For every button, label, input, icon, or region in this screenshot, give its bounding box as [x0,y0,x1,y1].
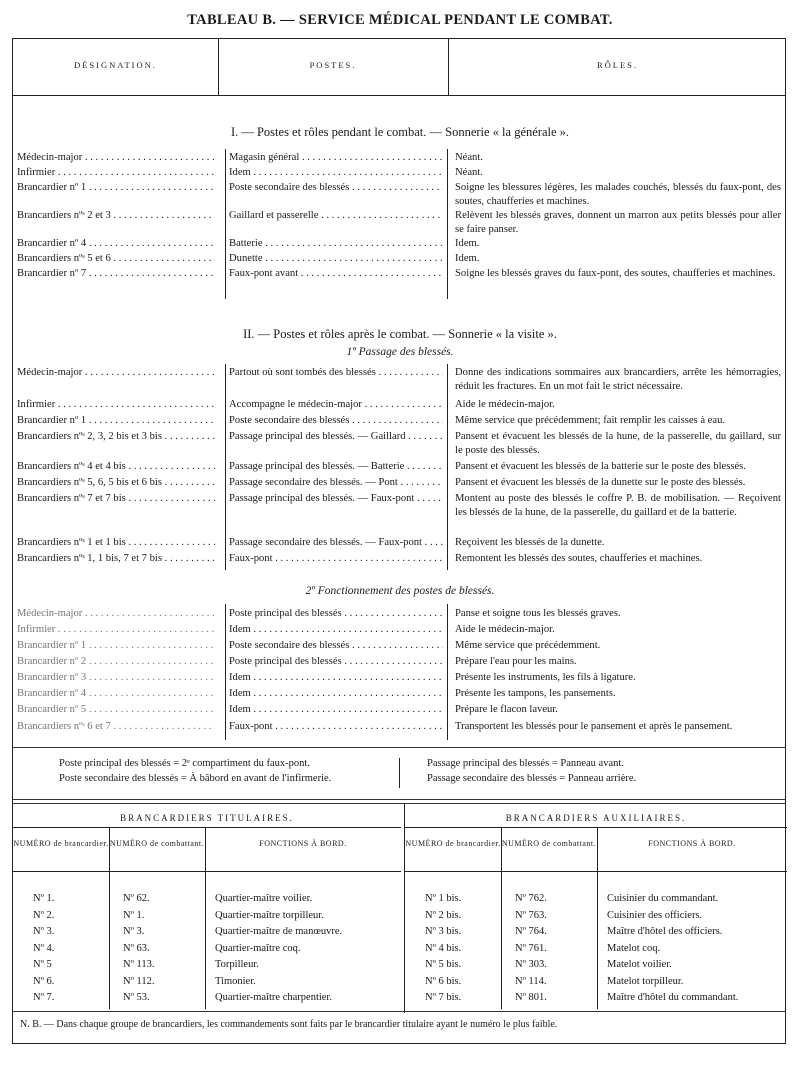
fonction: Torpilleur. [215,959,259,970]
fonction: Quartier-maître charpentier. [215,992,332,1003]
combattant-number: Nº 3. [123,926,145,937]
fonction: Matelot coq. [607,942,661,954]
table-frame [12,38,786,1044]
designation-cell: Brancardier nº 4 . . . [17,237,215,251]
role-cell: Pansent et évacuent les blessés de la batterie sur le poste des blessés. [455,461,746,472]
designation-cell: Brancardier nº 2 . . . [17,655,215,669]
divider [218,39,219,95]
fonction: Timonier. [215,975,256,987]
fonction: Cuisinier du commandant. [607,893,719,904]
fonction: Quartier-maître voilier. [215,893,313,904]
role-cell: Reçoivent les blessés de la dunette. [455,537,605,548]
combattant-number: Nº 801. [515,992,547,1003]
fonction: Matelot torpilleur. [607,975,684,987]
note-right-1: Passage principal des blessés = Panneau avant. [427,758,624,769]
poste-cell: Magasin général . . . [229,151,443,165]
designation-cell: Brancardier nº 1 . . . [17,639,215,653]
role-cell: Même service que précédemment. [455,640,601,651]
brancardier-number: Nº 4 bis. [425,942,462,954]
poste-cell: Gaillard et passerelle . . . [229,209,443,223]
divider [13,1011,785,1012]
divider [447,364,448,570]
role-cell: Même service que précédemment; fait remplir les caisses à eau. [455,415,726,426]
column-header-row [13,39,785,96]
header-fonctions: FONCTIONS À BORD. [648,839,736,848]
designation-cell: Médecin-major . . . [17,151,215,165]
brancardier-number: Nº 1. [33,893,55,904]
combattant-number: Nº 763. [515,909,547,921]
divider [501,827,502,1009]
poste-cell: Accompagne le médecin-major . . . [229,398,443,412]
auxiliaires-table [405,809,787,1009]
titulaires-table [13,809,401,1009]
role-cell: Pansent et évacuent les blessés de la hune, de la passerelle, du gaillard, sur le poste des blessés. [455,431,781,456]
divider [205,827,206,1009]
role-cell: Montent au poste des blessés le coffre P. B. de mobilisation. — Reçoivent les blessés de la hune, de la passerelle, du gaillard et de la batterie. [455,493,781,518]
designation-cell: Brancardier nº 1 . . . [17,414,215,428]
designation-cell: Brancardiers nºˢ 5 et 6 . . . [17,252,215,266]
designation-cell: Brancardier nº 3 . . . [17,671,215,685]
role-cell: Néant. [455,152,483,163]
poste-cell: Poste secondaire des blessés . . . [229,639,443,653]
poste-cell: Idem . . . [229,671,443,685]
divider [399,758,400,788]
brancardier-number: Nº 1 bis. [425,893,462,904]
divider [597,827,598,1009]
poste-cell: Passage principal des blessés. — Gaillard . . . [229,430,443,444]
designation-cell: Brancardiers nºˢ 5, 6, 5 bis et 6 bis . . . [17,476,215,490]
poste-cell: Poste principal des blessés . . . [229,607,443,621]
designation-cell: Brancardiers nºˢ 1 et 1 bis . . . [17,536,215,550]
role-cell: Pansent et évacuent les blessés de la dunette sur le poste des blessés. [455,477,746,488]
role-cell: Aide le médecin-major. [455,399,555,410]
combattant-number: Nº 112. [123,975,155,987]
note-right-2: Passage secondaire des blessés = Panneau arrière. [427,773,637,784]
divider [13,747,785,748]
designation-cell: Brancardiers nºˢ 2 et 3 . . . [17,209,215,223]
poste-cell: Idem . . . [229,623,443,637]
divider [225,149,226,299]
role-cell: Néant. [455,167,483,178]
poste-cell: Dunette . . . [229,252,443,266]
designation-cell: Brancardier nº 1 . . . [17,181,215,195]
role-cell: Soigne les blessures légères, les malades couchés, blessés du faux-pont, des soutes, chaufferies et machines. [455,182,781,207]
poste-cell: Passage secondaire des blessés. — Pont . . . [229,476,443,490]
role-cell: Présente les instruments, les fils à ligature. [455,672,636,683]
section-1-heading: I. — Postes et rôles pendant le combat. — Sonnerie « la générale ». [230,125,570,139]
brancardier-number: Nº 2. [33,909,55,921]
combattant-number: Nº 303. [515,959,547,970]
header-brancardier: NUMÉRO de brancardier. [13,839,109,848]
poste-cell: Idem . . . [229,687,443,701]
note-left-2: Poste secondaire des blessés = À bâbord en avant de l'infirmerie. [59,773,332,784]
fonction: Maître d'hôtel du commandant. [607,992,739,1003]
role-cell: Prépare l'eau pour les mains. [455,656,577,667]
brancardier-number: Nº 5 bis. [425,959,462,970]
designation-cell: Brancardiers nºˢ 7 et 7 bis . . . [17,492,215,506]
brancardier-number: Nº 3. [33,926,55,937]
divider [225,604,226,740]
divider [447,149,448,299]
divider [13,803,785,804]
designation-cell: Brancardiers nºˢ 4 et 4 bis . . . [17,460,215,474]
brancardier-number: Nº 3 bis. [425,926,462,937]
combattant-number: Nº 764. [515,926,547,937]
poste-cell: Poste secondaire des blessés . . . [229,181,443,195]
divider [405,871,787,872]
designation-cell: Brancardier nº 7 . . . [17,267,215,281]
combattant-number: Nº 761. [515,942,547,954]
combattant-number: Nº 762. [515,893,547,904]
brancardier-number: Nº 6. [33,975,55,987]
fonction: Quartier-maître coq. [215,942,301,954]
brancardier-number: Nº 5 [33,959,52,970]
nota-bene: N. B. — Dans chaque groupe de brancardiers, les commandements sont faits par le brancardier titulaire ayant le numéro le plus faible. [20,1019,558,1030]
designation-cell: Brancardiers nºˢ 6 et 7 . . . [17,720,215,734]
role-cell: Idem. [455,238,480,249]
designation-cell: Brancardiers nºˢ 1, 1 bis, 7 et 7 bis . . . [17,552,215,566]
header-brancardier: NUMÉRO de brancardier. [405,839,501,848]
poste-cell: Faux-pont . . . [229,720,443,734]
note-left-1: Poste principal des blessés = 2ᵉ compartiment du faux-pont. [59,758,310,769]
poste-cell: Poste principal des blessés . . . [229,655,443,669]
designation-cell: Infirmier . . . [17,623,215,637]
brancardier-number: Nº 6 bis. [425,975,462,987]
poste-cell: Passage principal des blessés. — Faux-pont . . . [229,492,443,506]
role-cell: Transportent les blessés pour le pansement et après le pansement. [455,721,733,732]
poste-cell: Faux-pont . . . [229,552,443,566]
designation-cell: Médecin-major . . . [17,607,215,621]
brancardier-number: Nº 2 bis. [425,909,462,921]
combattant-number: Nº 114. [515,975,547,987]
fonction: Quartier-maître de manœuvre. [215,926,343,937]
divider [13,871,401,872]
role-cell: Relèvent les blessés graves, donnent un marron aux petits blessés pour aller se faire panser. [455,210,781,235]
col-designation: DÉSIGNATION. [74,60,157,70]
role-cell: Donne des indications sommaires aux brancardiers, arrête les hémorragies, réduit les fractures. En un mot fait le strict nécessaire. [455,367,781,392]
designation-cell: Brancardiers nºˢ 2, 3, 2 bis et 3 bis . . . [17,430,215,444]
divider [225,364,226,570]
poste-cell: Poste secondaire des blessés . . . [229,414,443,428]
designation-cell: Infirmier . . . [17,166,215,180]
header-combattant: NUMÉRO de combattant. [109,839,205,848]
combattant-number: Nº 53. [123,992,150,1003]
poste-cell: Faux-pont avant . . . [229,267,443,281]
fonction: Matelot voilier. [607,959,672,970]
fonction: Maître d'hôtel des officiers. [607,926,723,937]
poste-cell: Idem . . . [229,703,443,717]
role-cell: Soigne les blessés graves du faux-pont, des soutes, chaufferies et machines. [455,268,776,279]
poste-cell: Passage principal des blessés. — Batterie . . . [229,460,443,474]
role-cell: Présente les tampons, les pansements. [455,688,616,699]
table-caption: BRANCARDIERS TITULAIRES. [13,809,401,828]
page-title: TABLEAU B. — SERVICE MÉDICAL PENDANT LE COMBAT. [187,12,613,28]
role-cell: Panse et soigne tous les blessés graves. [455,608,621,619]
designation-cell: Brancardier nº 5 . . . [17,703,215,717]
poste-cell: Batterie . . . [229,237,443,251]
poste-cell: Idem . . . [229,166,443,180]
fonction: Quartier-maître torpilleur. [215,909,324,921]
designation-cell: Brancardier nº 4 . . . [17,687,215,701]
role-cell: Remontent les blessés des soutes, chaufferies et machines. [455,553,703,564]
brancardier-number: Nº 4. [33,942,55,954]
divider [447,604,448,740]
combattant-number: Nº 113. [123,959,155,970]
designation-cell: Infirmier . . . [17,398,215,412]
combattant-number: Nº 63. [123,942,150,954]
fonction: Cuisinier des officiers. [607,909,703,921]
table-caption: BRANCARDIERS AUXILIAIRES. [405,809,787,828]
role-cell: Aide le médecin-major. [455,624,555,635]
combattant-number: Nº 1. [123,909,145,921]
section-2-heading: II. — Postes et rôles après le combat. — Sonnerie « la visite ». [243,327,557,341]
combattant-number: Nº 62. [123,893,150,904]
designation-cell: Médecin-major . . . [17,366,215,380]
role-cell: Idem. [455,253,480,264]
header-combattant: NUMÉRO de combattant. [501,839,597,848]
divider [448,39,449,95]
subsection-1-heading: 1º Passage des blessés. [346,346,454,358]
role-cell: Prépare le flacon laveur. [455,704,558,715]
poste-cell: Passage secondaire des blessés. — Faux-pont . . . [229,536,443,550]
divider [13,799,785,800]
poste-cell: Partout où sont tombés des blessés . . . [229,366,443,380]
header-fonctions: FONCTIONS À BORD. [259,839,347,848]
divider [109,827,110,1009]
brancardier-number: Nº 7. [33,992,55,1003]
col-postes: POSTES. [309,60,357,70]
brancardier-number: Nº 7 bis. [425,992,462,1003]
subsection-2-heading: 2º Fonctionnement des postes de blessés. [305,585,495,597]
col-roles: RÔLES. [596,60,639,70]
